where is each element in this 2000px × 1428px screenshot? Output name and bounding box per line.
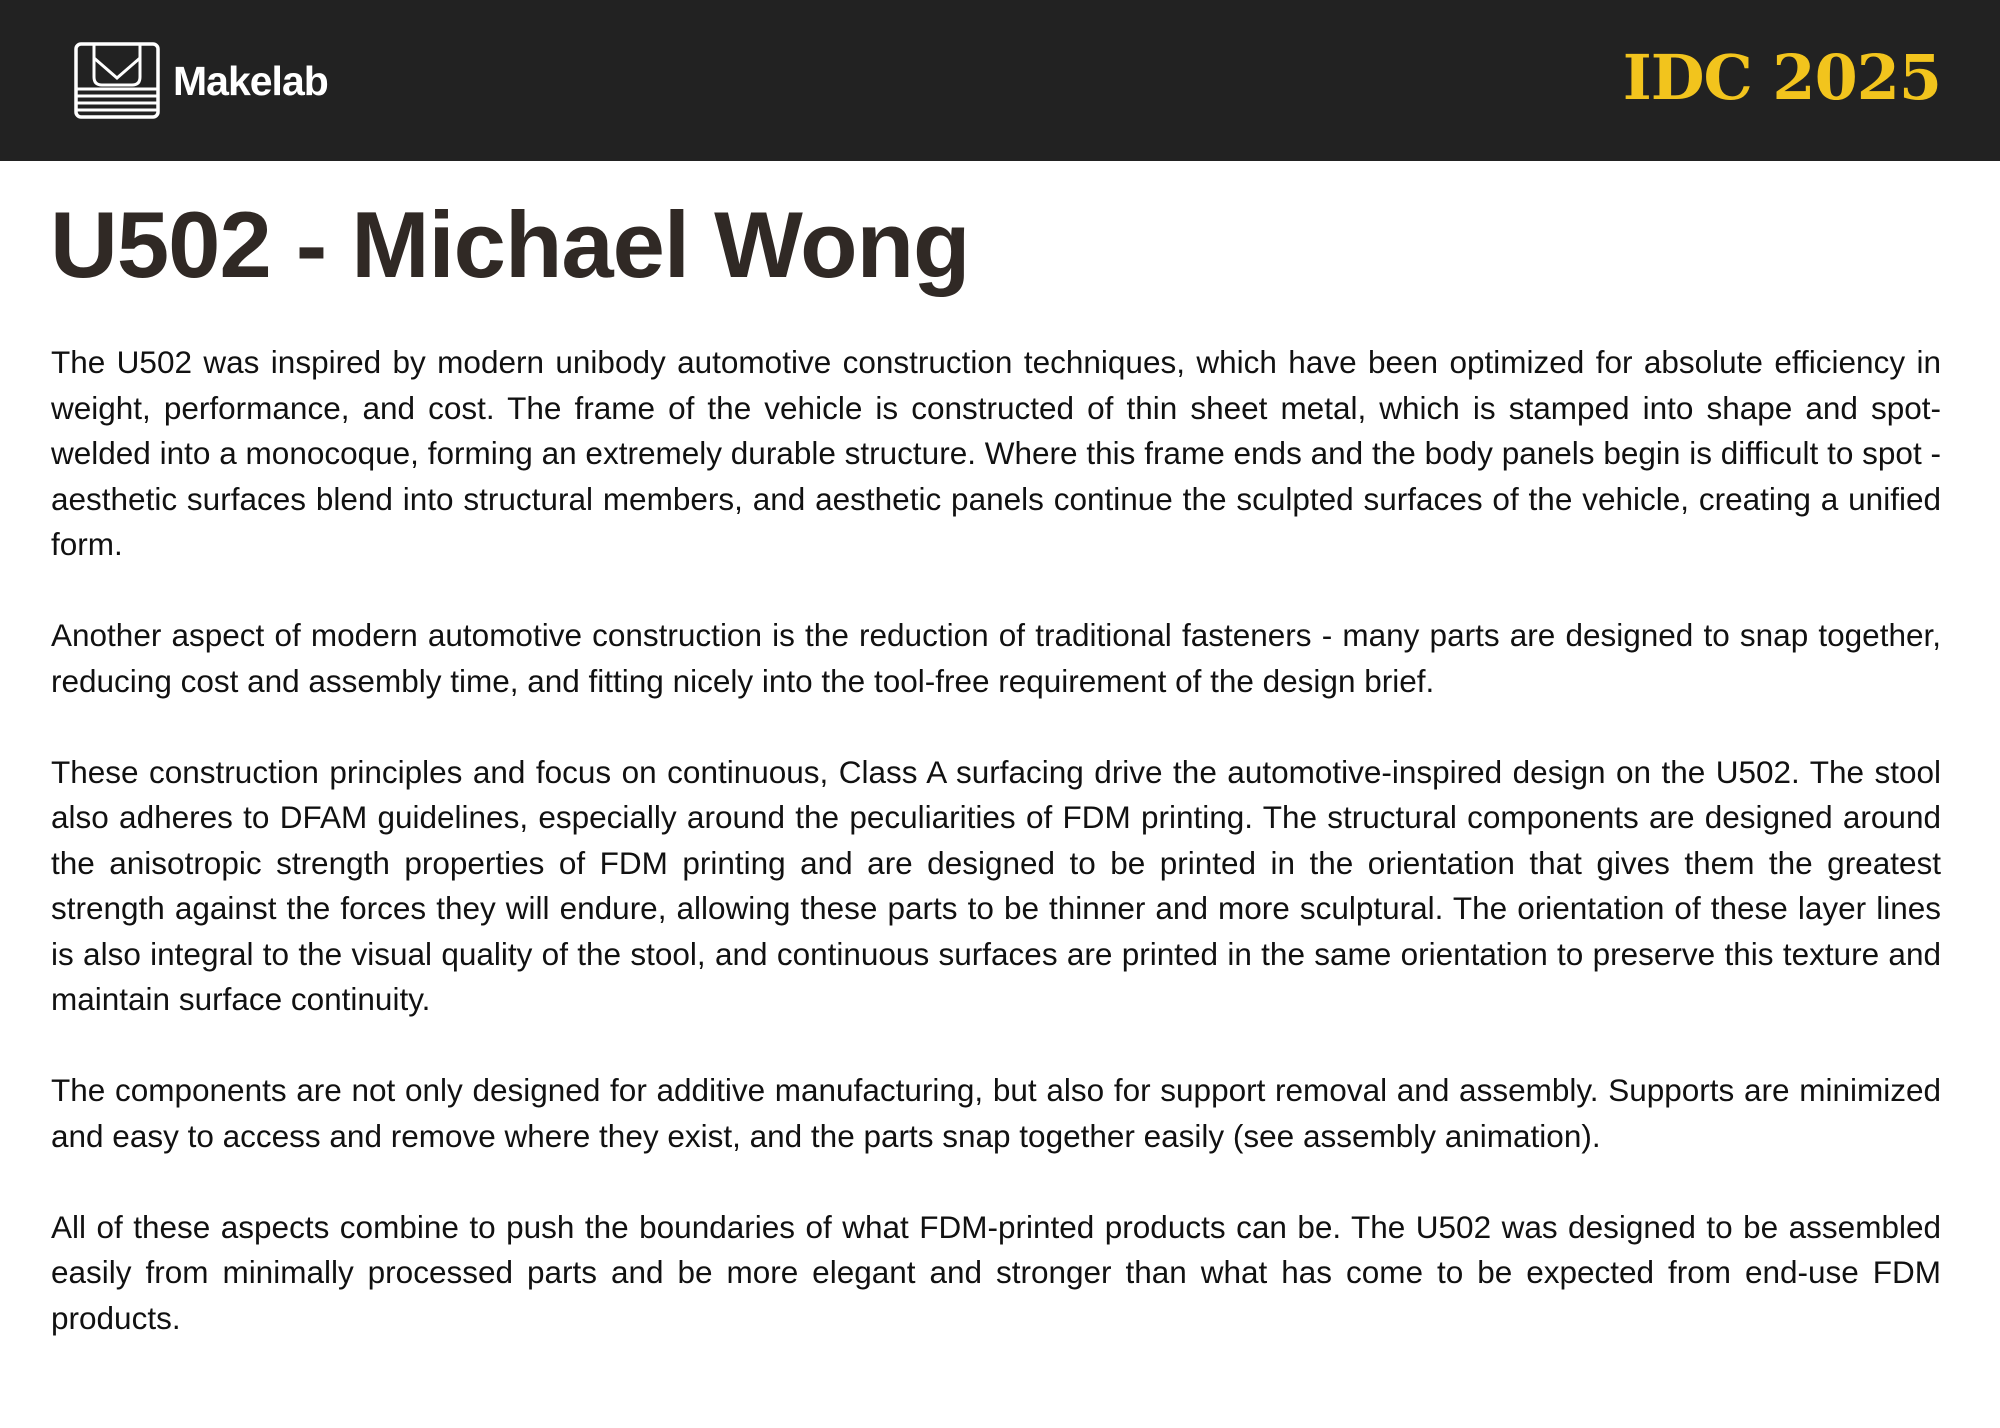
page-title: U502 - Michael Wong bbox=[50, 192, 970, 297]
brand-name: Makelab bbox=[173, 58, 328, 104]
paragraph-conclusion: All of these aspects combine to push the boundaries of what FDM-printed products can be. The U502 was designed to be assembled easily from minimally processed parts and be more elegant and stronger than what has come to be expected from end-use FDM products. bbox=[51, 1208, 1941, 1336]
paragraph-component-design: The components are not only designed for additive manufacturing, but also for support removal and assembly. Supports are minimized and easy to access and remove where they exist, and the parts snap together easily (see assembly animation). bbox=[51, 1072, 1941, 1154]
paragraph-construction-principles: These construction principles and focus on continuous, Class A surfacing drive the automotive-inspired design on the U502. The stool also adheres to DFAM guidelines, especially around the peculiarities of FDM printing. The structural components are designed around the anisotropic strength properties of FDM printing and are designed to be printed in the orientation that gives them the greatest strength against the forces they will endure, allowing these parts to be thinner and more sculptural. The orientation of these layer lines is also integral to the visual quality of the stool, and continuous surfaces are printed in the same orientation to preserve this texture and maintain surface continuity. bbox=[51, 753, 1941, 1017]
event-label: IDC 2025 bbox=[1622, 41, 1941, 114]
paragraph-fastener-reduction: Another aspect of modern automotive construction is the reduction of traditional fasteners - many parts are designed to snap together, reducing cost and assembly time, and fitting nicely into the tool-free requirement of the design brief. bbox=[51, 617, 1941, 699]
header-bar bbox=[0, 0, 2000, 161]
body-text bbox=[51, 340, 1941, 1387]
paragraph-unibody-inspiration: The U502 was inspired by modern unibody automotive construction techniques, which have been optimized for absolute efficiency in weight, performance, and cost. The frame of the vehicle is constructed of thin sheet metal, which is stamped into shape and spot-welded into a monocoque, forming an extremely durable structure. Where this frame ends and the body panels begin is difficult to spot - aesthetic surfaces blend into structural members, and aesthetic panels continue the sculpted surfaces of the vehicle, creating a unified form. bbox=[51, 344, 1941, 562]
makelab-logo-icon bbox=[74, 42, 160, 119]
